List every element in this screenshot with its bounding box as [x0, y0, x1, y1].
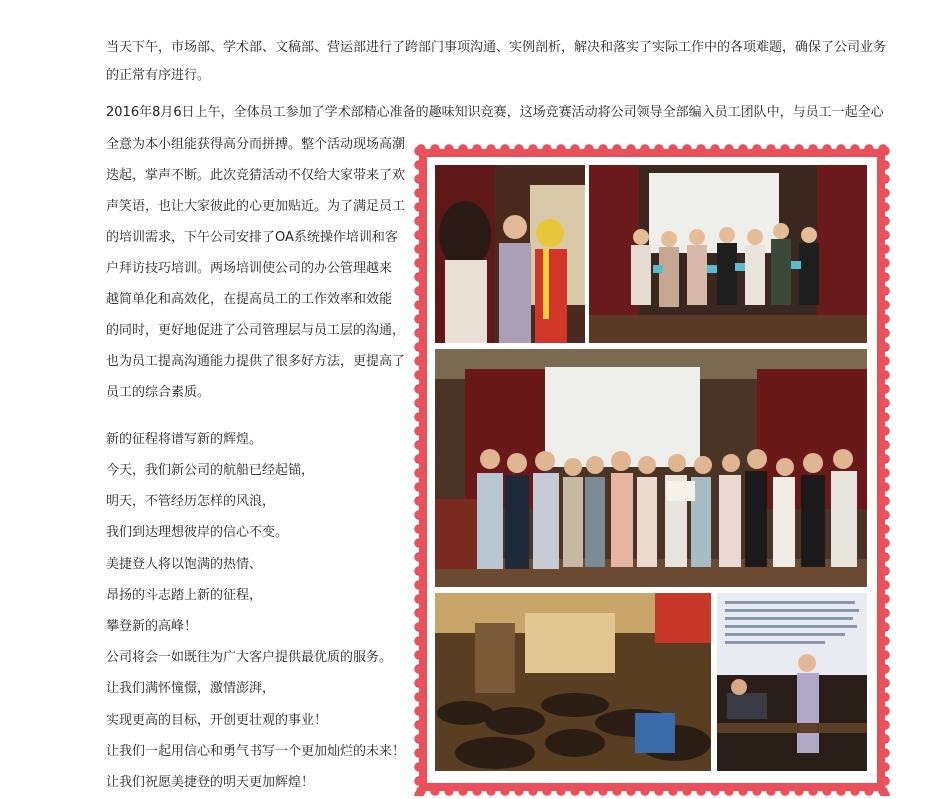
paragraph-1-line-1: 当天下午，市场部、学术部、文稿部、营运部进行了跨部门事项沟通、实例剖析，解决和落实了实际工作中的各项难题，确保了公司业务 [106, 40, 887, 55]
poem-line: 美捷登人将以饱满的热情、 [106, 557, 263, 572]
poem-line: 明天，不管经历怎样的风浪， [106, 494, 276, 509]
paragraph-2-line: 的培训需求，下午公司安排了OA系统操作培训和客 [106, 230, 398, 245]
poem-line: 让我们一起用信心和勇气书写一个更加灿烂的未来！ [106, 744, 406, 759]
paragraph-2-line-1: 2016年8月6日上午，全体员工参加了学术部精心准备的趣味知识竞赛，这场竞赛活动将公司领导全部编入员工团队中，与员工一起全心 [106, 105, 884, 120]
paragraph-2-line: 越简单化和高效化，在提高员工的工作效率和效能 [106, 292, 393, 307]
poem-line: 攀登新的高峰！ [106, 619, 198, 634]
photo-group-stage [589, 165, 867, 343]
photo-costume-game [435, 165, 585, 343]
poem-line: 实现更高的目标，开创更壮观的事业！ [106, 713, 328, 728]
poem-line: 今天，我们新公司的航船已经起锚， [106, 463, 315, 478]
poem-line: 新的征程将谱写新的辉煌。 [106, 432, 263, 447]
photo-presenter [717, 593, 867, 771]
photo-training-room [435, 593, 711, 771]
paragraph-2-line: 全意为本小组能获得高分而拼搏。整个活动现场高潮 [106, 137, 406, 152]
paragraph-2-line: 声笑语，也让大家彼此的心更加贴近。为了满足员工 [106, 199, 406, 214]
paragraph-2-line: 的同时，更好地促进了公司管理层与员工层的沟通， [106, 323, 406, 338]
paragraph-2-line: 也为员工提高沟通能力提供了很多好方法，更提高了 [106, 354, 406, 369]
photo-collage-frame [419, 149, 885, 791]
paragraph-2-line: 员工的综合素质。 [106, 385, 211, 400]
photo-large-group [435, 349, 867, 587]
photo-collage [427, 157, 877, 783]
poem-line: 让我们祝愿美捷登的明天更加辉煌！ [106, 775, 315, 790]
poem-line: 让我们满怀憧憬，激情澎湃， [106, 681, 276, 696]
paragraph-2-line: 迭起，掌声不断。此次竞猜活动不仅给大家带来了欢 [106, 168, 406, 183]
poem-line: 公司将会一如既往为广大客户提供最优质的服务。 [106, 650, 393, 665]
poem-line: 我们到达理想彼岸的信心不变。 [106, 525, 289, 540]
paragraph-1-line-2: 的正常有序进行。 [106, 68, 211, 83]
paragraph-2-line: 户拜访技巧培训。两场培训使公司的办公管理越来 [106, 261, 393, 276]
poem-line: 昂扬的斗志踏上新的征程， [106, 588, 263, 603]
